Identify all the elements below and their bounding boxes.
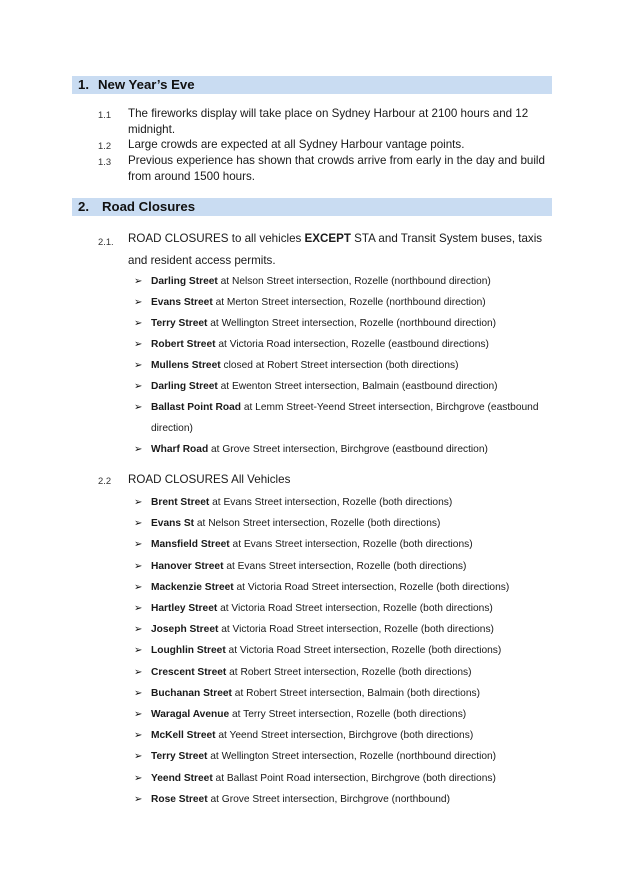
paragraph-text: Previous experience has shown that crowds arrive from early in the day and build from around 1500 hours. xyxy=(128,154,545,183)
street-name: Robert Street xyxy=(151,339,216,350)
closure-list-item xyxy=(134,397,554,439)
arrow-bullet-icon: ➢ xyxy=(134,624,143,636)
arrow-bullet-icon: ➢ xyxy=(134,581,143,593)
closure-detail: at Lemm Street-Yeend Street intersection, Birchgrove (eastbound direction) xyxy=(151,402,539,434)
paragraph-text: Large crowds are expected at all Sydney Harbour vantage points. xyxy=(128,138,465,151)
paragraph-text: ROAD CLOSURES All Vehicles xyxy=(128,473,291,486)
closure-detail: at Robert Street intersection, Balmain (both directions) xyxy=(231,687,480,699)
text-after: STA and Transit System buses, taxis and resident access permits. xyxy=(128,232,543,267)
closure-list-item xyxy=(134,292,554,313)
closure-detail: at Nelson Street intersection, Rozelle (northbound direction) xyxy=(217,276,491,287)
paragraph-text xyxy=(128,228,558,272)
closure-list-item xyxy=(134,376,554,397)
closure-list-item xyxy=(134,439,554,460)
closure-detail: at Victoria Road Street intersection, Rozelle (both directions) xyxy=(218,624,494,636)
closure-list-item xyxy=(134,271,554,292)
closure-detail: closed at Robert Street intersection (both directions) xyxy=(220,360,459,371)
street-name: Buchanan Street xyxy=(151,687,232,699)
arrow-bullet-icon: ➢ xyxy=(134,539,143,551)
street-name: Brent Street xyxy=(151,497,210,508)
paragraph-number: 2.2 xyxy=(98,475,112,486)
arrow-bullet-icon: ➢ xyxy=(134,360,143,371)
street-name: Evans St xyxy=(151,518,195,530)
arrow-bullet-icon: ➢ xyxy=(134,603,143,614)
street-name: Wharf Road xyxy=(151,444,209,455)
closure-detail: at Yeend Street intersection, Birchgrove (both directions) xyxy=(215,730,474,742)
closure-text xyxy=(151,598,554,619)
paragraph-number: 1.1 xyxy=(98,109,112,120)
closure-list-item xyxy=(134,492,554,513)
paragraph-number: 1.2 xyxy=(98,140,112,151)
closure-list-item xyxy=(134,556,554,577)
closure-text xyxy=(151,662,554,683)
closure-detail: at Victoria Road intersection, Rozelle (eastbound directions) xyxy=(215,339,489,350)
arrow-bullet-icon: ➢ xyxy=(134,318,143,329)
paragraph-2-2 xyxy=(98,472,558,488)
closure-list-item xyxy=(134,746,554,767)
closure-text xyxy=(151,725,554,746)
closure-text xyxy=(151,334,554,355)
street-name: Mullens Street xyxy=(151,360,221,371)
arrow-bullet-icon: ➢ xyxy=(134,276,143,287)
closure-detail: at Wellington Street intersection, Rozelle (northbound direction) xyxy=(207,318,497,329)
street-name: Hanover Street xyxy=(151,560,224,572)
closure-text xyxy=(151,789,554,810)
section-heading-road-closures xyxy=(72,198,552,216)
closure-detail: at Victoria Road Street intersection, Rozelle (both directions) xyxy=(233,581,510,593)
closure-text xyxy=(151,397,554,439)
arrow-bullet-icon: ➢ xyxy=(134,402,143,413)
closure-list-item xyxy=(134,704,554,725)
arrow-bullet-icon: ➢ xyxy=(134,497,143,508)
closure-detail: at Evans Street intersection, Rozelle (both directions) xyxy=(229,539,473,551)
closure-detail: at Victoria Road Street intersection, Rozelle (both directions) xyxy=(217,603,493,614)
closure-list-item xyxy=(134,513,554,534)
closure-list-item xyxy=(134,768,554,789)
street-name: Yeend Street xyxy=(151,772,213,784)
arrow-bullet-icon: ➢ xyxy=(134,381,143,392)
paragraph-1-3 xyxy=(98,153,558,185)
closure-text xyxy=(151,439,554,460)
closure-text xyxy=(151,355,554,376)
closure-text xyxy=(151,534,554,555)
arrow-bullet-icon: ➢ xyxy=(134,297,143,308)
closure-text xyxy=(151,492,554,513)
arrow-bullet-icon: ➢ xyxy=(134,518,143,530)
street-name: Mackenzie Street xyxy=(151,581,234,593)
street-name: Waragal Avenue xyxy=(151,709,230,720)
arrow-bullet-icon: ➢ xyxy=(134,793,143,805)
paragraph-number: 2.1. xyxy=(98,236,114,247)
arrow-bullet-icon: ➢ xyxy=(134,666,143,678)
paragraph-text: The fireworks display will take place on Sydney Harbour at 2100 hours and 12 midnight. xyxy=(128,107,529,136)
arrow-bullet-icon: ➢ xyxy=(134,444,143,455)
closure-text xyxy=(151,704,554,725)
section-title: New Year’s Eve xyxy=(98,77,195,92)
closure-detail: at Nelson Street intersection, Rozelle (both directions) xyxy=(194,518,441,530)
closure-detail: at Wellington Street intersection, Rozelle (northbound direction) xyxy=(207,751,497,763)
arrow-bullet-icon: ➢ xyxy=(134,687,143,699)
closure-list-item xyxy=(134,598,554,619)
closure-detail: at Terry Street intersection, Rozelle (both directions) xyxy=(229,709,467,720)
closure-text xyxy=(151,313,554,334)
closure-list-item xyxy=(134,355,554,376)
closure-text xyxy=(151,577,554,598)
street-name: Ballast Point Road xyxy=(151,402,242,413)
section-number: 2. xyxy=(78,199,89,214)
closure-text xyxy=(151,513,554,534)
closure-text xyxy=(151,640,554,661)
closure-list-item xyxy=(134,725,554,746)
street-name: Hartley Street xyxy=(151,603,218,614)
closure-text xyxy=(151,376,554,397)
paragraph-2-1 xyxy=(98,228,558,272)
street-name: Mansfield Street xyxy=(151,539,230,551)
arrow-bullet-icon: ➢ xyxy=(134,709,143,720)
closure-list-item xyxy=(134,683,554,704)
closure-detail: at Grove Street intersection, Birchgrove (northbound) xyxy=(207,793,450,805)
street-name: Loughlin Street xyxy=(151,645,226,657)
closure-detail: at Ballast Point Road intersection, Birchgrove (both directions) xyxy=(212,772,496,784)
closure-text xyxy=(151,768,554,789)
closure-detail: at Victoria Road Street intersection, Rozelle (both directions) xyxy=(225,645,502,657)
closure-list-item xyxy=(134,534,554,555)
emphasis-except: EXCEPT xyxy=(304,232,351,245)
closure-list-item xyxy=(134,640,554,661)
arrow-bullet-icon: ➢ xyxy=(134,730,143,742)
closure-detail: at Evans Street intersection, Rozelle (both directions) xyxy=(223,560,467,572)
closure-list-item xyxy=(134,662,554,683)
arrow-bullet-icon: ➢ xyxy=(134,339,143,350)
closure-list-item xyxy=(134,577,554,598)
street-name: Darling Street xyxy=(151,276,218,287)
street-name: Evans Street xyxy=(151,297,213,308)
closure-detail: at Ewenton Street intersection, Balmain (eastbound direction) xyxy=(217,381,498,392)
text-before: ROAD CLOSURES to all vehicles xyxy=(128,232,305,245)
arrow-bullet-icon: ➢ xyxy=(134,560,143,572)
street-name: Darling Street xyxy=(151,381,218,392)
closure-text xyxy=(151,556,554,577)
arrow-bullet-icon: ➢ xyxy=(134,751,143,763)
closure-detail: at Robert Street intersection, Rozelle (both directions) xyxy=(226,666,472,678)
closure-text xyxy=(151,619,554,640)
closure-list-item xyxy=(134,313,554,334)
closure-text xyxy=(151,292,554,313)
closure-detail: at Merton Street intersection, Rozelle (northbound direction) xyxy=(212,297,486,308)
arrow-bullet-icon: ➢ xyxy=(134,772,143,784)
street-name: Terry Street xyxy=(151,318,208,329)
closure-text xyxy=(151,683,554,704)
section-number: 1. xyxy=(78,77,89,92)
section-heading-new-years-eve xyxy=(72,76,552,94)
street-name: Crescent Street xyxy=(151,666,227,678)
paragraph-1-2 xyxy=(98,137,558,153)
closure-list-item xyxy=(134,789,554,810)
paragraph-number: 1.3 xyxy=(98,156,112,167)
arrow-bullet-icon: ➢ xyxy=(134,645,143,657)
closure-list-item xyxy=(134,619,554,640)
closure-text xyxy=(151,271,554,292)
closure-detail: at Grove Street intersection, Birchgrove (eastbound direction) xyxy=(208,444,488,455)
street-name: McKell Street xyxy=(151,730,216,742)
street-name: Terry Street xyxy=(151,751,208,763)
closure-text xyxy=(151,746,554,767)
section-title: Road Closures xyxy=(102,199,196,214)
closure-detail: at Evans Street intersection, Rozelle (both directions) xyxy=(209,497,453,508)
closure-list-item xyxy=(134,334,554,355)
street-name: Joseph Street xyxy=(151,624,219,636)
paragraph-1-1 xyxy=(98,106,558,138)
street-name: Rose Street xyxy=(151,793,208,805)
